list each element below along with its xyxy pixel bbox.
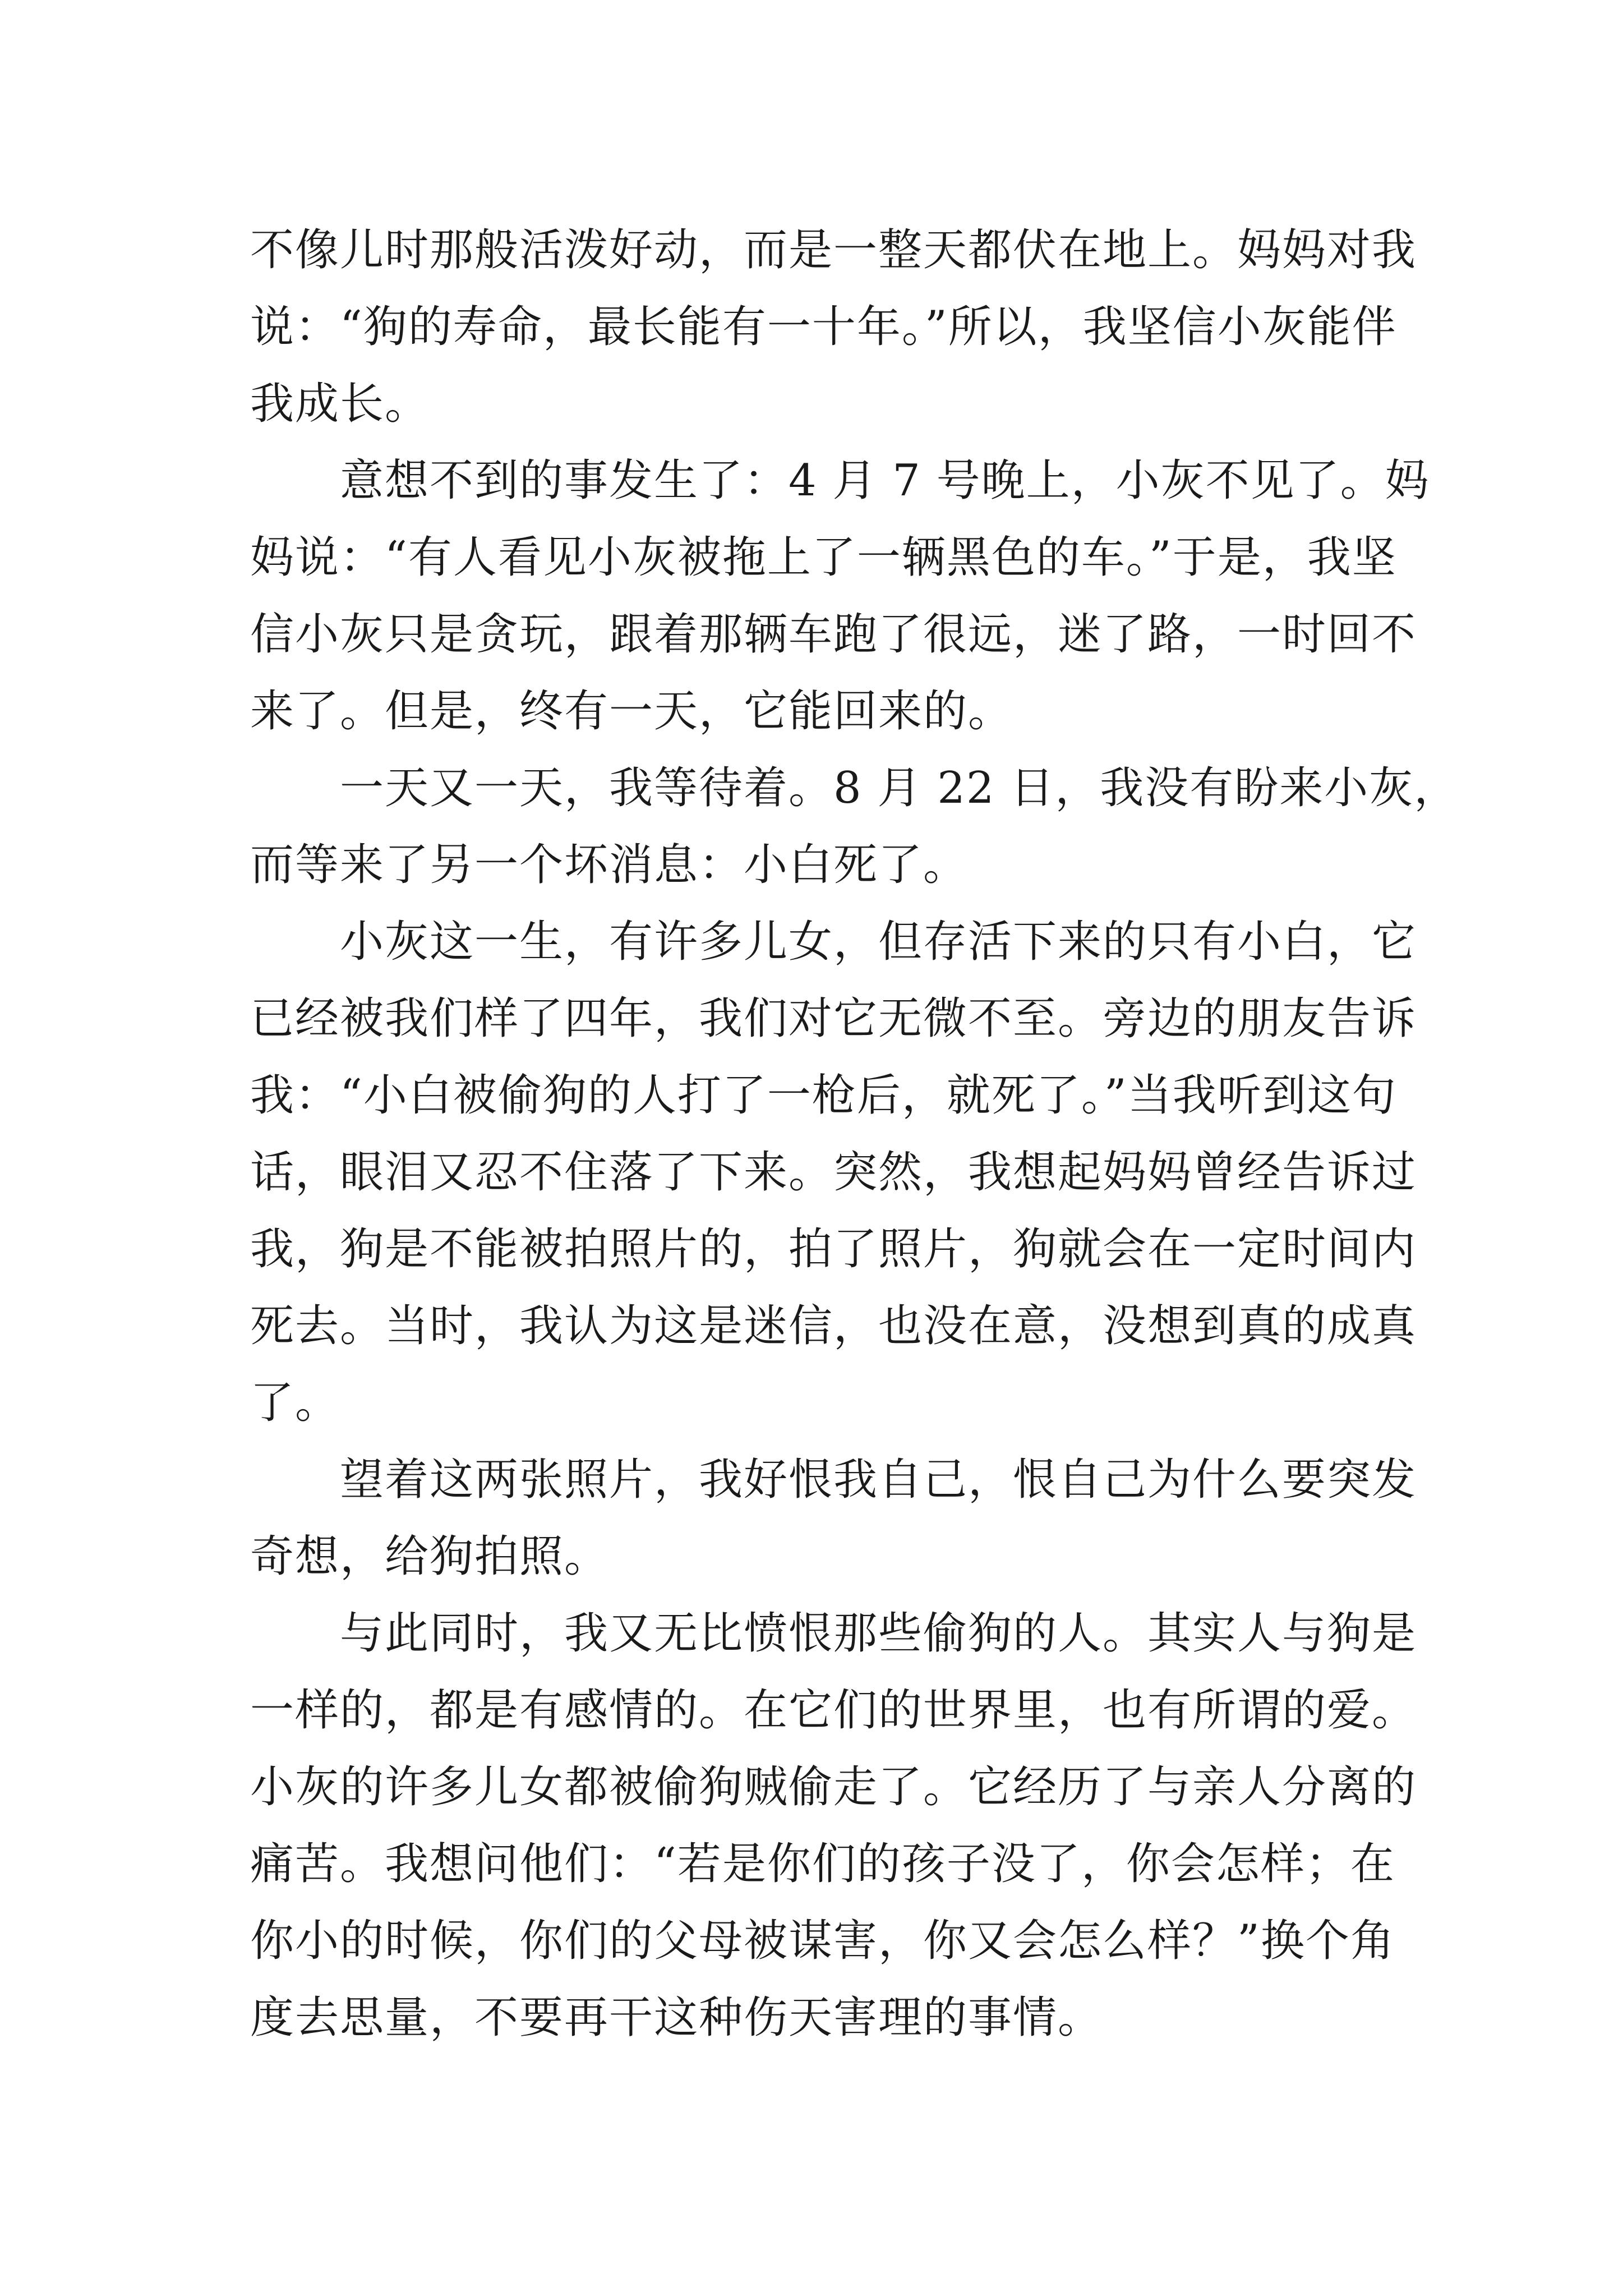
paragraph-first-line: 一天又一天，我等待着。8 月 22 日，我没有盼来小灰， [340, 763, 1459, 813]
document-body [250, 212, 1459, 2056]
paragraph-first-line: 望着这两张照片，我好恨我自己，恨自己为什么要突发 [340, 1455, 1417, 1505]
text-line: 奇想，给狗拍照。 [250, 1531, 610, 1582]
text-line: 话，眼泪又忍不住落了下来。突然，我想起妈妈曾经告诉过 [250, 1147, 1417, 1198]
text-line: 你小的时候，你们的父母被谋害，你又会怎么样？”换个角 [250, 1916, 1395, 1966]
text-line: 信小灰只是贪玩，跟着那辆车跑了很远，迷了路，一时回不 [250, 609, 1417, 660]
text-line: 而等来了另一个坏消息：小白死了。 [250, 840, 969, 890]
text-line: 妈说：“有人看见小灰被拖上了一辆黑色的车。”于是，我坚 [250, 532, 1397, 583]
text-line: 我：“小白被偷狗的人打了一枪后，就死了。”当我听到这句 [250, 1070, 1397, 1121]
text-line: 小灰的许多儿女都被偷狗贼偷走了。它经历了与亲人分离的 [250, 1762, 1417, 1812]
paragraph-first-line: 小灰这一生，有许多儿女，但存活下来的只有小白，它 [340, 917, 1417, 967]
text-line: 痛苦。我想问他们：“若是你们的孩子没了，你会怎样；在 [250, 1839, 1395, 1889]
text-line: 了。 [250, 1378, 340, 1428]
paragraph-first-line: 意想不到的事发生了：4 月 7 号晚上，小灰不见了。妈 [340, 455, 1430, 506]
text-line: 我成长。 [250, 379, 430, 429]
text-line: 来了。但是，终有一天，它能回来的。 [250, 686, 1013, 737]
text-line: 已经被我们样了四年，我们对它无微不至。旁边的朋友告诉 [250, 993, 1417, 1044]
text-line: 度去思量，不要再干这种伤天害理的事情。 [250, 1993, 1103, 2043]
text-line: 说：“狗的寿命，最长能有一十年。”所以，我坚信小灰能伴 [250, 302, 1397, 352]
text-line: 一样的，都是有感情的。在它们的世界里，也有所谓的爱。 [250, 1685, 1417, 1736]
text-line: 我，狗是不能被拍照片的，拍了照片，狗就会在一定时间内 [250, 1224, 1417, 1274]
text-line: 不像儿时那般活泼好动，而是一整天都伏在地上。妈妈对我 [250, 225, 1417, 275]
text-line: 死去。当时，我认为这是迷信，也没在意，没想到真的成真 [250, 1301, 1417, 1351]
paragraph-first-line: 与此同时，我又无比愤恨那些偷狗的人。其实人与狗是 [340, 1608, 1417, 1659]
